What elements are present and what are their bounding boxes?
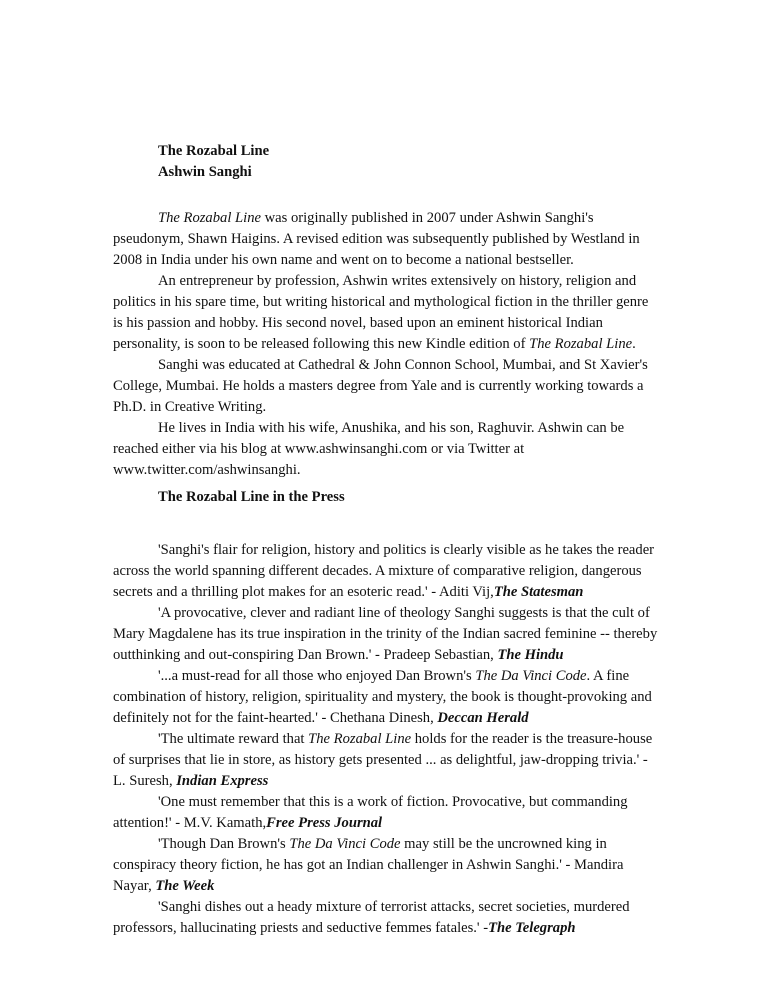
quote-text: holds for the reader is the treasure-house of surprises that lie in store, as history gets presented ... as delightful, jaw-dropping trivia.' - L. Suresh, xyxy=(113,731,653,789)
quote-text: 'Sanghi's flair for religion, history and politics is clearly visible as he takes the reader across the world spanning different decades. A mixture of comparative religion, dangerous secrets and a thrilling plot makes for an esoteric read.' - Aditi Vij, xyxy=(113,542,655,600)
bio-text: Sanghi was educated at Cathedral & John Connon School, Mumbai, and St Xavier's College, Mumbai. He holds a masters degree from Yale and is currently working towards a Ph.D. in Creative Writing. xyxy=(113,357,648,415)
book-title-italic: The Rozabal Line xyxy=(158,210,261,226)
press-quote xyxy=(113,729,658,792)
bio-paragraph xyxy=(113,208,658,271)
quote-text: . A fine combination of history, religion, spirituality and mystery, the book is thought-provoking and definitely not for the faint-hearted.' - Chethana Dinesh, xyxy=(113,668,652,726)
bio-text: was originally published in 2007 under Ashwin Sanghi's pseudonym, Shawn Haigins. A revised edition was subsequently published by Westland in 2008 in India under his own name and went on to become a national bestseller. xyxy=(113,210,640,268)
press-heading: The Rozabal Line in the Press xyxy=(158,489,345,505)
bio-paragraph xyxy=(113,355,658,418)
book-title: The Rozabal Line xyxy=(158,143,270,159)
bio-text: He lives in India with his wife, Anushika, and his son, Raghuvir. Ashwin can be reached either via his blog at www.ashwinsanghi.com or via Twitter at www.twitter.com/ashwinsanghi. xyxy=(113,420,625,478)
press-source: Free Press Journal xyxy=(266,815,383,831)
press-source: Indian Express xyxy=(176,773,269,789)
press-source: The Statesman xyxy=(493,584,584,600)
title-block xyxy=(113,141,658,183)
press-quote xyxy=(113,666,658,729)
book-title-italic: The Rozabal Line xyxy=(529,336,633,352)
quote-text: 'The ultimate reward that xyxy=(158,731,309,747)
quote-text: may still be the uncrowned king in conspiracy theory fiction, he has got an Indian challenger in Ashwin Sanghi.' - Mandira Nayar, xyxy=(113,836,624,894)
press-quote xyxy=(113,897,658,939)
author-name: Ashwin Sanghi xyxy=(158,164,252,180)
quote-text: 'A provocative, clever and radiant line of theology Sanghi suggests is that the cult of Mary Magdalene has its true inspiration in the trinity of the Indian sacred feminine -- thereby outthinking and out-conspiring Dan Brown.' - Pradeep Sebastian, xyxy=(113,605,658,663)
quote-text: 'Though Dan Brown's xyxy=(158,836,290,852)
book-title-italic: The Da Vinci Code xyxy=(475,668,587,684)
quote-text: '...a must-read for all those who enjoyed Dan Brown's xyxy=(158,668,476,684)
press-source: Deccan Herald xyxy=(437,710,529,726)
book-title-italic: The Da Vinci Code xyxy=(289,836,401,852)
press-heading-block xyxy=(113,487,658,508)
press-quote xyxy=(113,603,658,666)
press-section xyxy=(113,540,658,939)
quote-text: 'One must remember that this is a work of fiction. Provocative, but commanding attention!' - M.V. Kamath, xyxy=(113,794,628,831)
press-source: The Week xyxy=(155,878,215,894)
bio-text: An entrepreneur by profession, Ashwin writes extensively on history, religion and politics in his spare time, but writing historical and mythological fiction in the thriller genre is his passion and hobby. His second novel, based upon an eminent historical Indian personality, is soon to be released following this new Kindle edition of xyxy=(113,273,649,352)
press-quote xyxy=(113,540,658,603)
press-quote xyxy=(113,792,658,834)
quote-text: 'Sanghi dishes out a heady mixture of terrorist attacks, secret societies, murdered professors, hallucinating priests and seductive femmes fatales.' - xyxy=(113,899,630,936)
bio-section xyxy=(113,208,658,481)
press-quote xyxy=(113,834,658,897)
bio-text: . xyxy=(632,336,636,352)
bio-paragraph xyxy=(113,271,658,355)
book-title-italic: The Rozabal Line xyxy=(308,731,412,747)
bio-paragraph xyxy=(113,418,658,481)
press-source: The Telegraph xyxy=(488,920,576,936)
press-source: The Hindu xyxy=(497,647,564,663)
